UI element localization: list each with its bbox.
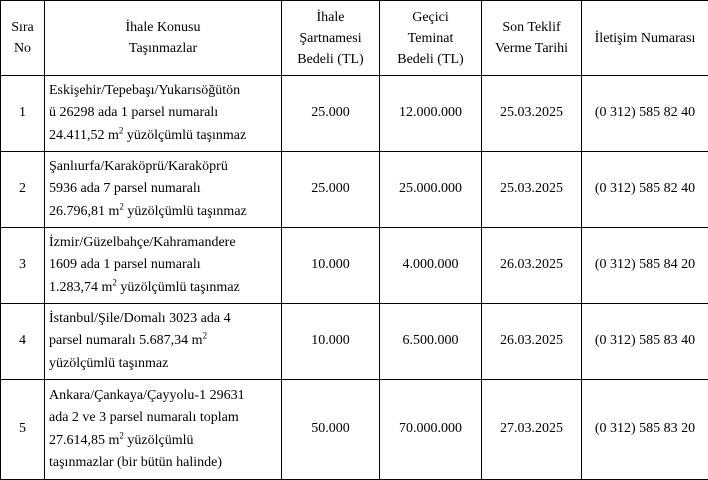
table-row: [1, 76, 708, 152]
header-iletisim-numarasi: İletişim Numarası: [582, 1, 708, 76]
specification-fee: 25.000: [282, 152, 380, 228]
description-line: ü 26298 ada 1 parsel numaralı: [49, 102, 278, 125]
area-line: [49, 125, 278, 148]
area-value: 26.796,81 m: [49, 204, 119, 219]
header-sartname-bedeli: İhale Şartnamesi Bedeli (TL): [282, 1, 380, 76]
contact-phone: (0 312) 585 82 40: [582, 152, 708, 228]
description-line: Şanlıurfa/Karaköprü/Karaköprü: [49, 156, 278, 179]
area-line: [49, 430, 278, 453]
row-number: 5: [1, 380, 45, 480]
contact-phone: (0 312) 585 83 40: [582, 304, 708, 380]
header-teminat-bedeli: Geçici Teminat Bedeli (TL): [380, 1, 482, 76]
description-line: Ankara/Çankaya/Çayyolu-1 29631: [49, 385, 278, 408]
header-sira-no: Sıra No: [1, 1, 45, 76]
provisional-guarantee: 6.500.000: [380, 304, 482, 380]
square-superscript: 2: [119, 125, 124, 135]
description-line: taşınmazlar (bir bütün halinde): [49, 452, 278, 475]
area-line: [49, 201, 278, 224]
provisional-guarantee: 25.000.000: [380, 152, 482, 228]
row-number: 2: [1, 152, 45, 228]
property-description: [45, 76, 282, 152]
description-line: yüzölçümlü taşınmaz: [49, 353, 278, 376]
area-suffix: yüzölçümlü taşınmaz: [123, 128, 246, 143]
contact-phone: (0 312) 585 84 20: [582, 228, 708, 304]
area-line: [49, 277, 278, 300]
contact-phone: (0 312) 585 82 40: [582, 76, 708, 152]
property-description: [45, 380, 282, 480]
description-line: 5936 ada 7 parsel numaralı: [49, 178, 278, 201]
contact-phone: (0 312) 585 83 20: [582, 380, 708, 480]
area-value: 27.614,85 m: [49, 433, 119, 448]
provisional-guarantee: 4.000.000: [380, 228, 482, 304]
description-line: İzmir/Güzelbahçe/Kahramandere: [49, 232, 278, 255]
row-number: 1: [1, 76, 45, 152]
header-ihale-konusu: İhale Konusu Taşınmazlar: [45, 1, 282, 76]
bid-deadline-date: 25.03.2025: [482, 152, 582, 228]
description-line: 1609 ada 1 parsel numaralı: [49, 254, 278, 277]
property-description: [45, 228, 282, 304]
bid-deadline-date: 25.03.2025: [482, 76, 582, 152]
square-superscript: 2: [119, 430, 124, 440]
row-number: 4: [1, 304, 45, 380]
header-son-teklif-tarihi: Son Teklif Verme Tarihi: [482, 1, 582, 76]
bid-deadline-date: 26.03.2025: [482, 228, 582, 304]
area-suffix: yüzölçümlü taşınmaz: [117, 280, 240, 295]
area-suffix: yüzölçümlü taşınmaz: [124, 204, 247, 219]
specification-fee: 10.000: [282, 304, 380, 380]
description-line: Eskişehir/Tepebaşı/Yukarısöğütön: [49, 80, 278, 103]
table-row: [1, 304, 708, 380]
description-line: İstanbul/Şile/Domalı 3023 ada 4: [49, 308, 278, 331]
area-value: parsel numaralı 5.687,34 m: [49, 333, 203, 348]
provisional-guarantee: 70.000.000: [380, 380, 482, 480]
provisional-guarantee: 12.000.000: [380, 76, 482, 152]
table-row: [1, 228, 708, 304]
bid-deadline-date: 27.03.2025: [482, 380, 582, 480]
square-superscript: 2: [203, 331, 208, 341]
square-superscript: 2: [119, 201, 124, 211]
area-line: [49, 330, 278, 353]
bid-deadline-date: 26.03.2025: [482, 304, 582, 380]
specification-fee: 10.000: [282, 228, 380, 304]
area-value: 24.411,52 m: [49, 128, 119, 143]
square-superscript: 2: [112, 277, 117, 287]
area-suffix: yüzölçümlü: [124, 433, 194, 448]
table-row: [1, 152, 708, 228]
row-number: 3: [1, 228, 45, 304]
header-row: [1, 1, 708, 76]
area-value: 1.283,74 m: [49, 280, 112, 295]
specification-fee: 25.000: [282, 76, 380, 152]
table-row: [1, 380, 708, 480]
property-description: [45, 152, 282, 228]
description-line: ada 2 ve 3 parsel numaralı toplam: [49, 407, 278, 430]
specification-fee: 50.000: [282, 380, 380, 480]
property-description: [45, 304, 282, 380]
